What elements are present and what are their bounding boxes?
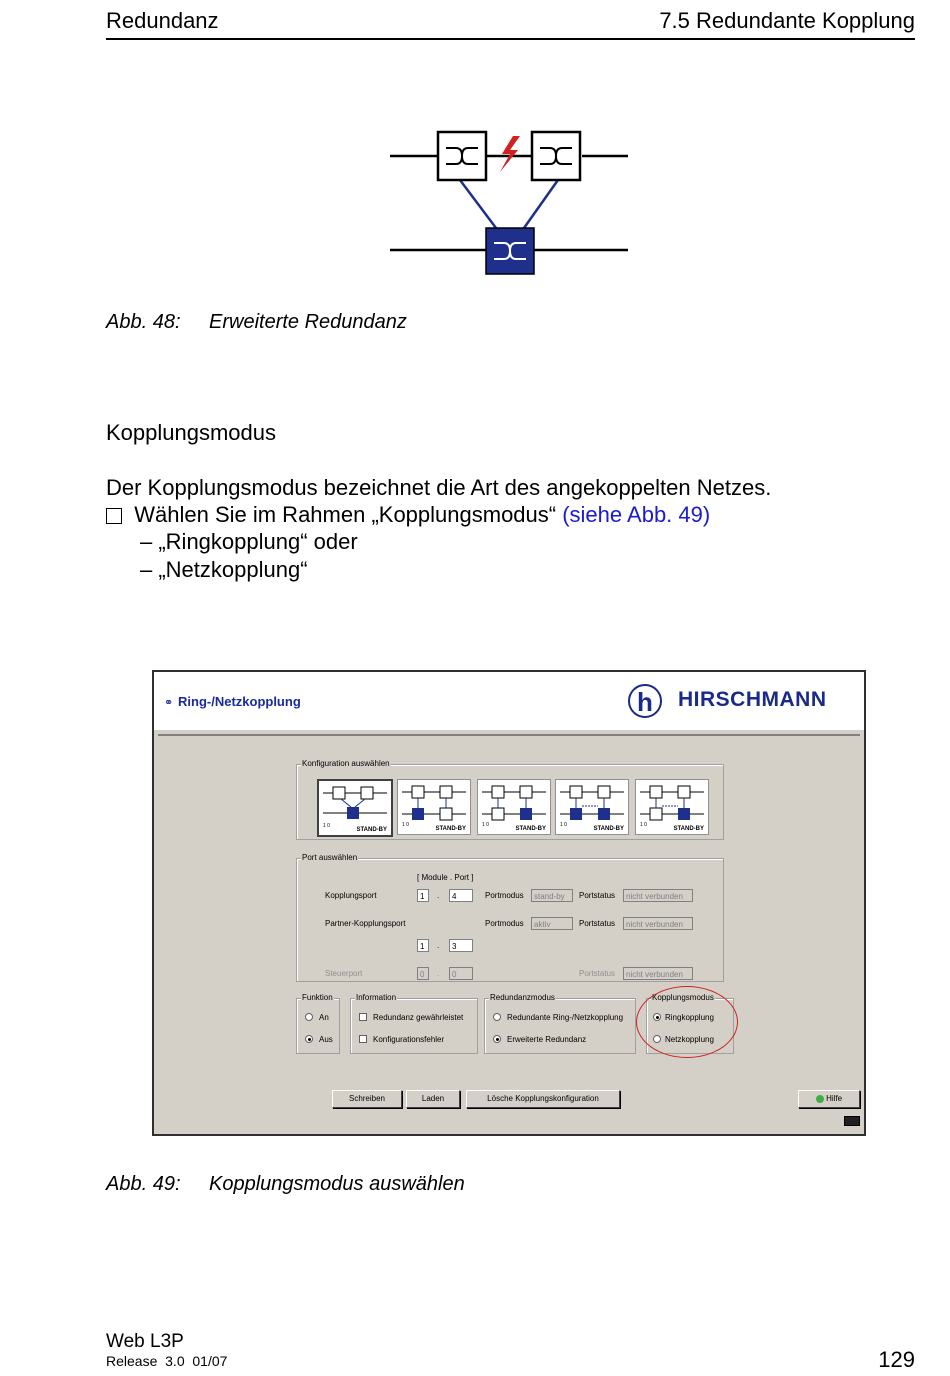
- section-step: [106, 502, 710, 528]
- step-text: Wählen Sie im Rahmen „Kopplungsmodus“: [134, 502, 563, 527]
- funktion-off-radio[interactable]: [305, 1035, 313, 1043]
- information-group: [350, 993, 478, 1054]
- highlight-circle: [636, 986, 738, 1058]
- info-redundanz-label: Redundanz gewährleistet: [373, 1013, 464, 1022]
- header-rule: [106, 38, 915, 40]
- help-button[interactable]: [798, 1090, 860, 1108]
- module-port-header: [ Module . Port ]: [417, 873, 474, 882]
- ui-banner: [154, 672, 864, 730]
- funktion-off-label: Aus: [319, 1035, 333, 1044]
- page-number: 129: [878, 1347, 915, 1372]
- network-diagram: [388, 128, 630, 280]
- config-group: [296, 759, 724, 840]
- config-tile-5-num: 1 0: [640, 822, 647, 828]
- steuerport-port-input: 0: [449, 967, 473, 980]
- status-indicator-icon: [844, 1116, 860, 1126]
- information-group-label: Information: [356, 993, 397, 1002]
- help-label: Hilfe: [826, 1094, 843, 1103]
- redmodus-erweitert-label: Erweiterte Redundanz: [507, 1035, 587, 1044]
- funktion-group-label: Funktion: [302, 993, 333, 1002]
- partner-dot: .: [437, 941, 440, 950]
- funktion-on-label: An: [319, 1013, 329, 1022]
- info-konfig-checkbox: [359, 1035, 367, 1043]
- ui-title: Ring-/Netzkopplung: [178, 694, 301, 709]
- partner-module-input[interactable]: 1: [417, 939, 429, 952]
- checkbox-square-icon: [106, 508, 122, 524]
- header-section-number: 7.5: [659, 8, 690, 33]
- footer-release: Release 3.0 01/07: [106, 1353, 228, 1369]
- ui-screenshot: [152, 670, 866, 1136]
- partner-kopplungsport-label: Partner-Kopplungsport: [325, 919, 406, 928]
- port-group: [296, 853, 724, 982]
- portstatus-3-field: nicht verbunden: [623, 967, 693, 980]
- switch-blue-icon: [486, 228, 534, 274]
- delete-config-button[interactable]: Lösche Kopplungskonfiguration: [466, 1090, 620, 1108]
- portstatus-1-label: Portstatus: [579, 891, 616, 900]
- funktion-on-radio[interactable]: [305, 1013, 313, 1021]
- ui-content: [158, 734, 860, 1103]
- config-group-label: Konfiguration auswählen: [302, 759, 390, 768]
- help-icon: [816, 1095, 824, 1103]
- option-netz: – „Netzkopplung“: [140, 557, 308, 582]
- load-button[interactable]: Laden: [406, 1090, 460, 1108]
- step-link[interactable]: (siehe Abb. 49): [562, 502, 711, 527]
- footer-product: Web L3P: [106, 1331, 184, 1352]
- link-right: [524, 180, 558, 228]
- config-tile-1[interactable]: [317, 779, 393, 837]
- port-group-label: Port auswählen: [302, 853, 358, 862]
- kopplungsmodus-group-label: Kopplungsmodus: [652, 993, 714, 1002]
- config-tile-2[interactable]: [397, 779, 471, 835]
- link-left: [460, 180, 496, 228]
- figure49-caption-text: Kopplungsmodus auswählen: [209, 1173, 465, 1195]
- redundanzmodus-group: [484, 993, 636, 1054]
- portmodus-2-label: Portmodus: [485, 919, 524, 928]
- redmodus-ring-netz-label: Redundante Ring-/Netzkopplung: [507, 1013, 624, 1022]
- option-ring: – „Ringkopplung“ oder: [140, 529, 358, 554]
- steuerport-dot: .: [437, 969, 440, 978]
- portstatus-2-label: Portstatus: [579, 919, 616, 928]
- steuerport-label: Steuerport: [325, 969, 363, 978]
- kopplungsmodus-netz-label: Netzkopplung: [665, 1035, 714, 1044]
- header-right: [659, 8, 915, 34]
- config-tile-1-num: 1 0: [323, 823, 330, 829]
- config-tile-5-label: STAND-BY: [673, 826, 704, 832]
- lightning-icon: [500, 136, 520, 172]
- portmodus-1-field: stand-by: [531, 889, 573, 902]
- redmodus-ring-netz-radio[interactable]: [493, 1013, 501, 1021]
- config-tile-1-label: STAND-BY: [356, 827, 387, 833]
- config-tile-5[interactable]: [635, 779, 709, 835]
- kopplungsport-label: Kopplungsport: [325, 891, 377, 900]
- figure48-caption-label: Abb. 48:: [106, 311, 181, 333]
- config-tile-3-label: STAND-BY: [515, 826, 546, 832]
- write-button[interactable]: Schreiben: [332, 1090, 402, 1108]
- section-paragraph: Der Kopplungsmodus bezeichnet die Art des angekoppelten Netzes.: [106, 475, 772, 500]
- config-tile-3-num: 1 0: [482, 822, 489, 828]
- partner-port-input[interactable]: 3: [449, 939, 473, 952]
- redmodus-erweitert-radio[interactable]: [493, 1035, 501, 1043]
- header-section-title: Redundante Kopplung: [696, 8, 915, 33]
- info-konfig-label: Konfigurationsfehler: [373, 1035, 445, 1044]
- kopplungsport-dot: .: [437, 891, 440, 900]
- kopplungsmodus-ring-label: Ringkopplung: [665, 1013, 714, 1022]
- config-tile-3[interactable]: [477, 779, 551, 835]
- switch-left-icon: [438, 132, 486, 180]
- header-left: Redundanz: [106, 8, 219, 33]
- hirschmann-logo-icon: h: [628, 684, 662, 718]
- redundanzmodus-group-label: Redundanzmodus: [490, 993, 555, 1002]
- config-tile-4-num: 1 0: [560, 822, 567, 828]
- funktion-group: [296, 993, 340, 1054]
- config-tile-2-label: STAND-BY: [435, 826, 466, 832]
- portmodus-2-field: aktiv: [531, 917, 573, 930]
- kopplungsport-port-input[interactable]: 4: [449, 889, 473, 902]
- config-tile-4-label: STAND-BY: [593, 826, 624, 832]
- brand-name: HIRSCHMANN: [678, 688, 827, 711]
- ring-icon: ⚭: [164, 697, 174, 709]
- figure48-caption-text: Erweiterte Redundanz: [209, 311, 407, 333]
- kopplungsport-module-input[interactable]: 1: [417, 889, 429, 902]
- config-tile-4[interactable]: [555, 779, 629, 835]
- config-tile-2-num: 1 0: [402, 822, 409, 828]
- info-redundanz-checkbox: [359, 1013, 367, 1021]
- portstatus-1-field: nicht verbunden: [623, 889, 693, 902]
- steuerport-module-input: 0: [417, 967, 429, 980]
- portmodus-1-label: Portmodus: [485, 891, 524, 900]
- section-heading: Kopplungsmodus: [106, 420, 277, 445]
- figure49-caption-label: Abb. 49:: [106, 1173, 181, 1195]
- portstatus-3-label: Portstatus: [579, 969, 616, 978]
- switch-right-icon: [532, 132, 580, 180]
- portstatus-2-field: nicht verbunden: [623, 917, 693, 930]
